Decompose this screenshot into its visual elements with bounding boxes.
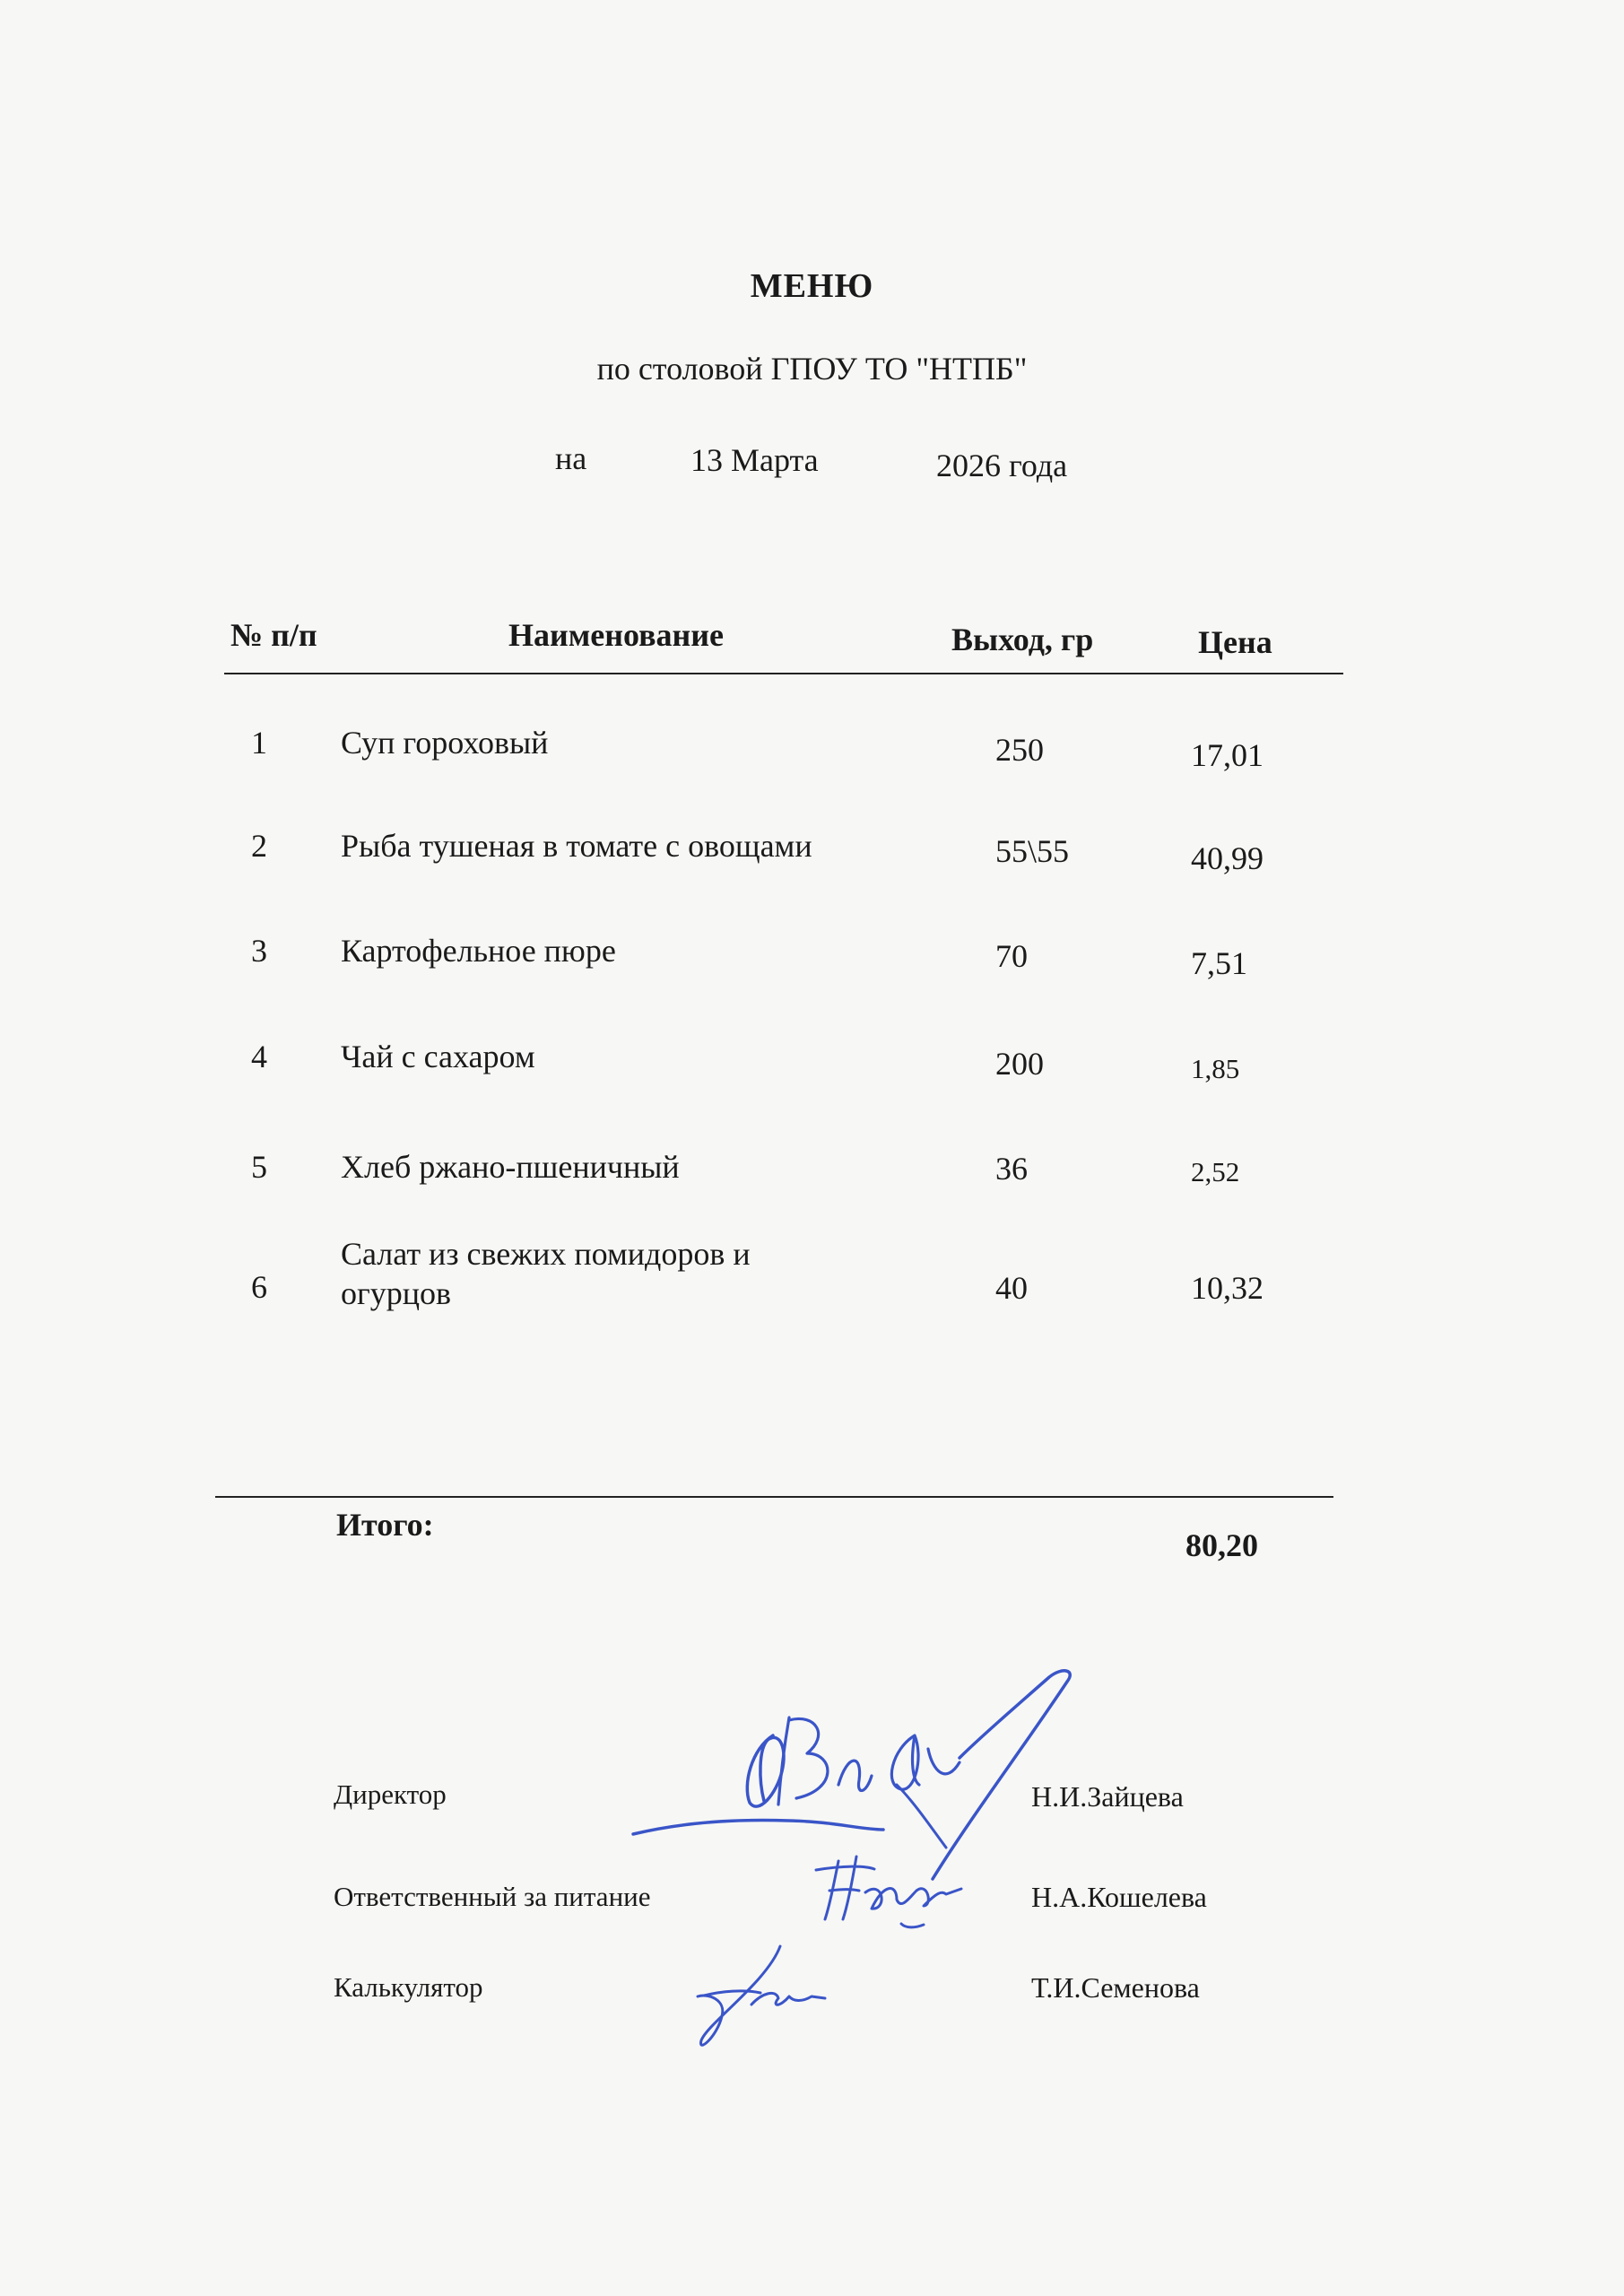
row-price: 1,85 (1191, 1053, 1240, 1084)
date-prefix: на (555, 440, 587, 476)
row-price: 7,51 (1191, 945, 1247, 981)
row-dish-name: Хлеб ржано-пшеничный (341, 1149, 680, 1185)
row-dish-name: Рыба тушеная в томате с овощами (341, 828, 812, 864)
signatory-role-calculator: Калькулятор (334, 1971, 483, 2003)
row-dish-name: Салат из свежих помидоров и огурцов (341, 1236, 751, 1311)
row-output: 70 (995, 938, 1028, 974)
document-subtitle: по столовой ГПОУ ТО "НТПБ" (596, 351, 1028, 387)
column-header-price: Цена (1198, 624, 1272, 660)
column-header-name: Наименование (508, 617, 724, 653)
row-price: 17,01 (1191, 737, 1264, 773)
row-dish-name: Суп гороховый (341, 725, 549, 761)
row-number: 3 (251, 933, 267, 969)
calculator-signature (698, 1946, 825, 2045)
signatory-role-nutrition: Ответственный за питание (334, 1881, 651, 1912)
column-header-number: № п/п (230, 617, 317, 653)
row-number: 4 (251, 1039, 267, 1074)
column-header-output: Выход, гр (951, 622, 1094, 657)
director-signature (633, 1671, 1070, 1879)
signatory-name-nutrition: Н.А.Кошелева (1031, 1881, 1207, 1913)
total-label: Итого: (336, 1507, 434, 1543)
row-dish-name: Картофельное пюре (341, 933, 616, 969)
row-price: 40,99 (1191, 840, 1264, 876)
row-output: 40 (995, 1270, 1028, 1306)
row-number: 6 (251, 1269, 267, 1305)
row-output: 55\55 (995, 833, 1070, 869)
signatory-name-director: Н.И.Зайцева (1031, 1780, 1184, 1813)
row-output: 36 (995, 1151, 1028, 1187)
row-output: 200 (995, 1046, 1044, 1082)
row-number: 1 (251, 725, 267, 761)
row-number: 2 (251, 828, 267, 864)
row-output: 250 (995, 732, 1044, 768)
total-value: 80,20 (1185, 1527, 1258, 1563)
row-price: 10,32 (1191, 1270, 1264, 1306)
date-day-month: 13 Марта (690, 442, 819, 478)
row-dish-name: Чай с сахаром (341, 1039, 535, 1074)
row-price: 2,52 (1191, 1156, 1240, 1187)
document-title: МЕНЮ (750, 267, 874, 305)
date-year: 2026 года (936, 448, 1068, 483)
signatory-name-calculator: Т.И.Семенова (1031, 1971, 1200, 2004)
row-number: 5 (251, 1149, 267, 1185)
signatory-role-director: Директор (334, 1779, 447, 1810)
